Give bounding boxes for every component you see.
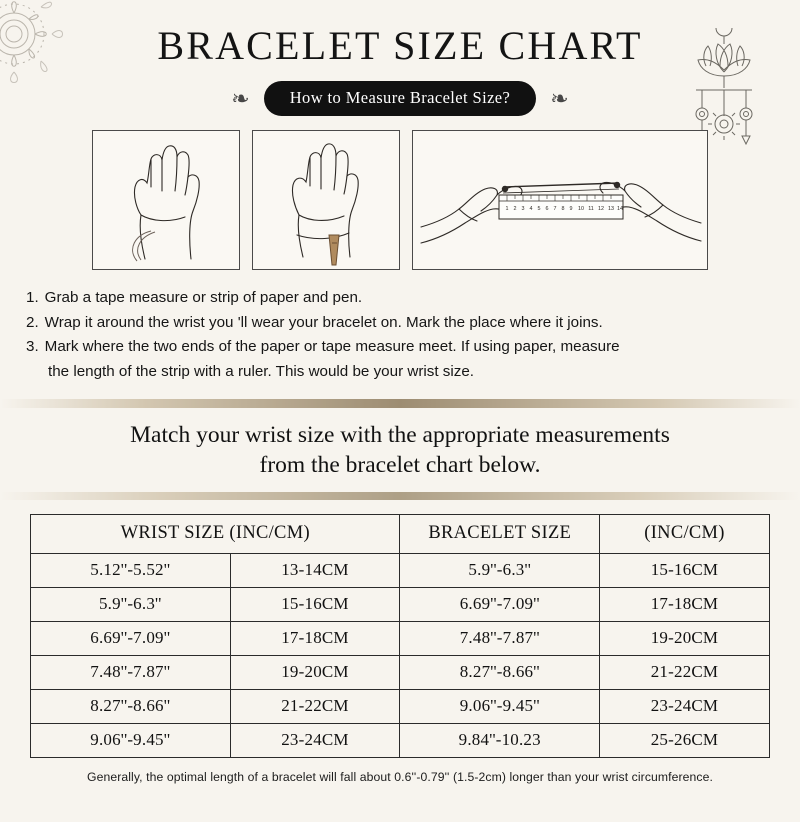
- how-to-measure-pill-label: How to Measure Bracelet Size?: [264, 81, 537, 116]
- svg-text:2: 2: [513, 206, 517, 212]
- cell-bracelet-cm: 19-20CM: [600, 621, 770, 655]
- svg-text:11: 11: [588, 206, 594, 212]
- page-title: BRACELET SIZE CHART: [157, 23, 643, 68]
- cell-bracelet-cm: 23-24CM: [600, 689, 770, 723]
- svg-text:10: 10: [578, 206, 584, 212]
- table-row: [31, 723, 770, 757]
- table-row: [31, 553, 770, 587]
- divider-bottom: [0, 492, 800, 500]
- svg-text:12: 12: [598, 206, 604, 212]
- svg-text:1: 1: [505, 206, 509, 212]
- svg-text:4: 4: [529, 206, 533, 212]
- cell-wrist-inch: 8.27''-8.66'': [31, 689, 231, 723]
- cell-wrist-cm: 17-18CM: [230, 621, 400, 655]
- table-row: [31, 621, 770, 655]
- step-text: Mark where the two ends of the paper or tape measure meet. If using paper, measure: [44, 338, 620, 356]
- table-row: [31, 689, 770, 723]
- table-row: [31, 587, 770, 621]
- cell-wrist-inch: 6.69''-7.09'': [31, 621, 231, 655]
- table-header-row: [31, 514, 770, 553]
- table-row: [31, 655, 770, 689]
- svg-text:3: 3: [521, 206, 525, 212]
- cell-wrist-inch: 5.9''-6.3'': [31, 587, 231, 621]
- cell-bracelet-cm: 25-26CM: [600, 723, 770, 757]
- cell-bracelet-inch: 6.69''-7.09'': [400, 587, 600, 621]
- svg-text:7: 7: [553, 206, 557, 212]
- illustration-hands-measuring-with-ruler: [412, 130, 708, 270]
- cell-bracelet-inch: 9.06''-9.45'': [400, 689, 600, 723]
- match-heading-line-2: from the bracelet chart below.: [259, 451, 541, 478]
- cell-bracelet-inch: 9.84''-10.23: [400, 723, 600, 757]
- illustration-hand-with-tape-strip: [92, 130, 240, 270]
- flourish-left-icon: ❧: [231, 85, 250, 111]
- svg-text:13: 13: [608, 206, 614, 212]
- measure-steps-list: [26, 286, 774, 385]
- cell-bracelet-cm: 21-22CM: [600, 655, 770, 689]
- cell-wrist-cm: 23-24CM: [230, 723, 400, 757]
- cell-wrist-cm: 19-20CM: [230, 655, 400, 689]
- cell-bracelet-inch: 7.48''-7.87'': [400, 621, 600, 655]
- svg-text:6: 6: [545, 206, 549, 212]
- svg-text:14: 14: [617, 206, 623, 212]
- illustration-row: [0, 130, 800, 270]
- cell-wrist-cm: 21-22CM: [230, 689, 400, 723]
- match-heading: [24, 420, 776, 480]
- step-number: 3.: [26, 338, 39, 356]
- list-item: [26, 311, 774, 336]
- svg-text:8: 8: [561, 206, 565, 212]
- cell-bracelet-inch: 5.9''-6.3'': [400, 553, 600, 587]
- cell-wrist-inch: 5.12''-5.52'': [31, 553, 231, 587]
- cell-wrist-cm: 13-14CM: [230, 553, 400, 587]
- cell-wrist-cm: 15-16CM: [230, 587, 400, 621]
- match-heading-line-1: Match your wrist size with the appropriate measurements: [130, 421, 670, 448]
- column-header-bracelet-size: BRACELET SIZE: [400, 514, 600, 553]
- step-text: Wrap it around the wrist you 'll wear your bracelet on. Mark the place where it joins.: [44, 313, 603, 331]
- size-chart-table: [30, 514, 770, 758]
- how-to-measure-banner: [0, 81, 800, 116]
- cell-wrist-inch: 7.48''-7.87'': [31, 655, 231, 689]
- step-text: Grab a tape measure or strip of paper and pen.: [44, 289, 363, 306]
- illustration-hand-wrapping-paper-strip: [252, 130, 400, 270]
- step-text-continued: the length of the strip with a ruler. This would be your wrist size.: [48, 362, 475, 380]
- step-number: 2.: [26, 313, 39, 331]
- footnote: Generally, the optimal length of a bracelet will fall about 0.6''-0.79'' (1.5-2cm) longer than your wrist circumference.: [86, 769, 713, 784]
- svg-text:5: 5: [537, 206, 541, 212]
- column-header-bracelet-units: (INC/CM): [600, 514, 770, 553]
- flourish-right-icon: ❧: [550, 85, 569, 111]
- cell-bracelet-cm: 17-18CM: [600, 587, 770, 621]
- column-header-wrist-size: WRIST SIZE (INC/CM): [31, 514, 400, 553]
- cell-wrist-inch: 9.06''-9.45'': [31, 723, 231, 757]
- list-item: [26, 335, 774, 360]
- list-item: [26, 286, 774, 311]
- divider-top: [0, 399, 800, 408]
- svg-text:9: 9: [569, 206, 573, 212]
- step-number: 1.: [26, 289, 39, 306]
- cell-bracelet-cm: 15-16CM: [600, 553, 770, 587]
- cell-bracelet-inch: 8.27''-8.66'': [400, 655, 600, 689]
